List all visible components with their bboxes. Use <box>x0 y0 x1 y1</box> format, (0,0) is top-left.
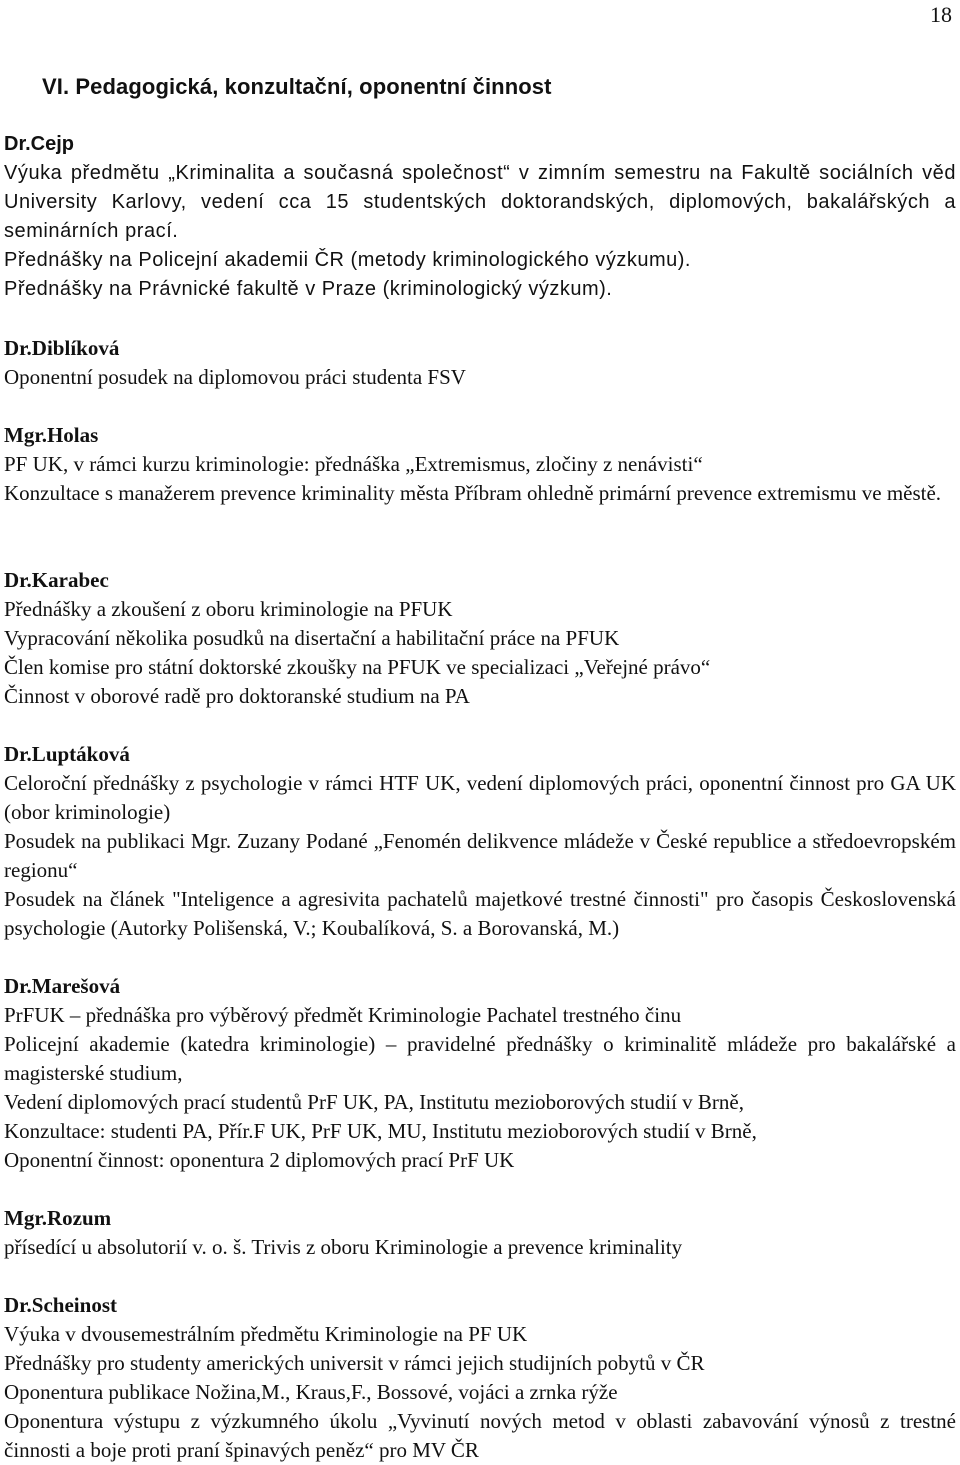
section-maresova <box>4 972 956 1175</box>
activity-paragraph: Policejní akademie (katedra kriminologie) – pravidelné přednášky o kriminalitě mládeže pro bakalářské a magisterské studium, <box>4 1032 956 1085</box>
activity-paragraph: Oponentura výstupu z výzkumného úkolu „Vyvinutí nových metod v oblasti zabavování výnosů z trestné činnosti a boje proti praní špinavých peněz“ pro MV ČR <box>4 1409 956 1462</box>
activity-line: Člen komise pro státní doktorské zkoušky na PFUK ve specializaci „Veřejné právo“ <box>4 655 711 679</box>
activity-line: Výuka v dvousemestrálním předmětu Kriminologie na PF UK <box>4 1322 528 1346</box>
activity-paragraph: Celoroční přednášky z psychologie v rámci HTF UK, vedení diplomových práci, oponentní činnost pro GA UK (obor kriminologie) <box>4 771 956 824</box>
person-name: Dr.Diblíková <box>4 336 120 360</box>
person-name: Mgr.Holas <box>4 423 99 447</box>
activity-line: Přednášky pro studenty amerických universit v rámci jejich studijních pobytů v ČR <box>4 1351 705 1375</box>
section-holas <box>4 421 956 508</box>
section-rozum <box>4 1204 956 1262</box>
activity-line: Přednášky na Policejní akademii ČR (metody kriminologického výzkumu). <box>4 249 691 271</box>
person-name: Dr.Karabec <box>4 568 109 592</box>
activity-line: Přednášky na Právnické fakultě v Praze (kriminologický výzkum). <box>4 278 613 300</box>
activity-line: Konzultace: studenti PA, Přír.F UK, PrF UK, MU, Institutu mezioborových studií v Brně, <box>4 1119 757 1143</box>
activity-line: PF UK, v rámci kurzu kriminologie: přednáška „Extremismus, zločiny z nenávisti“ <box>4 452 703 476</box>
activity-line: přísedící u absolutorií v. o. š. Trivis z oboru Kriminologie a prevence kriminality <box>4 1235 683 1259</box>
page-title: VI. Pedagogická, konzultační, oponentní činnost <box>42 74 552 99</box>
person-name: Dr.Cejp <box>4 133 75 155</box>
activity-line: Vedení diplomových prací studentů PrF UK, PA, Institutu mezioborových studií v Brně, <box>4 1090 744 1114</box>
person-name: Mgr.Rozum <box>4 1206 112 1230</box>
person-name: Dr.Luptáková <box>4 742 130 766</box>
activity-paragraph: Konzultace s manažerem prevence kriminality města Příbram ohledně primární prevence extremismu ve městě. <box>4 481 942 505</box>
section-diblikova <box>4 334 956 392</box>
activity-line: Vypracování několika posudků na disertační a habilitační práce na PFUK <box>4 626 620 650</box>
activity-line: Oponentní posudek na diplomovou práci studenta FSV <box>4 365 466 389</box>
person-name: Dr.Marešová <box>4 974 121 998</box>
activity-line: Oponentura publikace Nožina,M., Kraus,F., Bossové, vojáci a zrnka rýže <box>4 1380 618 1404</box>
section-luptakova <box>4 740 956 943</box>
activity-line: Přednášky a zkoušení z oboru kriminologie na PFUK <box>4 597 453 621</box>
activity-line: Činnost v oborové radě pro doktoranské studium na PA <box>4 684 470 708</box>
section-karabec <box>4 566 956 711</box>
person-name: Dr.Scheinost <box>4 1293 117 1317</box>
activity-line: Oponentní činnost: oponentura 2 diplomových prací PrF UK <box>4 1148 515 1172</box>
section-scheinost <box>4 1291 956 1465</box>
section-cejp <box>4 130 956 304</box>
activity-paragraph: Posudek na publikaci Mgr. Zuzany Podané „Fenomén delikvence mládeže v České republice a středoevropském regionu“ <box>4 829 956 882</box>
activity-line: PrFUK – přednáška pro výběrový předmět Kriminologie Pachatel trestného činu <box>4 1003 682 1027</box>
page-number: 18 <box>930 2 952 27</box>
activity-paragraph: Posudek na článek "Inteligence a agresivita pachatelů majetkové trestné činnosti" pro časopis Československá psychologie (Autorky Polišenská, V.; Koubalíková, S. a Borovanská, M.) <box>4 887 956 940</box>
activity-paragraph: Výuka předmětu „Kriminalita a současná společnost“ v zimním semestru na Fakultě sociálních věd University Karlovy, vedení cca 15 studentských doktorandských, diplomových, bakalářských a seminárních prací. <box>4 162 956 242</box>
